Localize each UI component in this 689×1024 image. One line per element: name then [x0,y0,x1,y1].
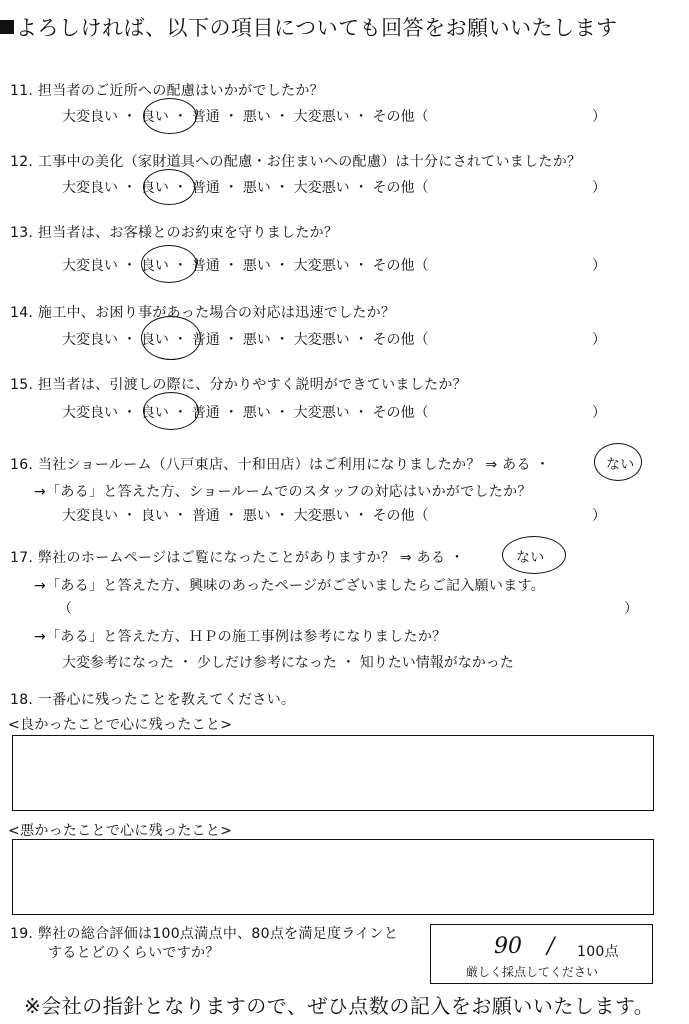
q16-answer-circle [594,443,642,481]
q19-handwritten-score: 90 [494,934,522,959]
option-bad: 悪い [242,180,271,196]
q16-options[interactable]: 大変良い ・ 良い ・ 普通 ・ 悪い ・ 大変悪い ・ その他（ [62,508,429,524]
option-bad: 悪い [242,109,271,125]
q17-answer-no[interactable]: ない [516,550,545,566]
q19-slash: / [547,934,555,959]
q16-answer-no[interactable]: ない [606,457,635,473]
q18-good-label: <良かったことで心に残ったこと> [8,717,233,733]
q14-other-close: ） [592,332,606,348]
option-good: 良い [140,332,169,348]
q11-other-close: ） [592,109,606,125]
q17-paren-open: （ [58,601,72,617]
q13-other-close: ） [592,258,606,274]
option-other: その他（ [372,180,429,196]
option-very-bad: 大変悪い [293,405,350,421]
question-14: 14. 施工中、お困り事があった場合の対応は迅速でしたか？ [10,305,396,321]
q17-followup-1: →「ある」と答えた方、興味のあったページがございましたらご記入願います。 [34,578,545,594]
header-text: よろしければ、以下の項目についても回答をお願いいたします [16,16,618,40]
q15-other-close: ） [592,405,606,421]
q16-other-close: ） [592,508,606,524]
question-13: 13. 担当者は、お客様とのお約束を守りましたか？ [10,225,339,241]
form-header [0,12,618,42]
q17-followup-2: →「ある」と答えた方、ＨＰの施工事例は参考になりましたか？ [34,629,447,645]
option-normal: 普通 [191,508,220,524]
option-normal: 普通 [191,258,220,274]
question-17: 17. 弊社のホームページはご覧になったことがありますか？ ⇒ ある ・ [10,550,465,566]
q15-options[interactable]: 大変良い ・ 良い ・ 普通 ・ 悪い ・ 大変悪い ・ その他（ [62,405,429,421]
option-good: 良い [140,258,169,274]
option-very-bad: 大変悪い [293,180,350,196]
q12-other-close: ） [592,180,606,196]
q18-bad-textbox[interactable] [12,839,654,915]
question-11: 11. 担当者のご近所への配慮はいかがでしたか？ [10,83,324,99]
question-19-line2: するとどのくらいですか？ [48,945,220,961]
q12-answer-circle [140,169,195,205]
option-normal: 普通 [191,405,220,421]
option-other: その他（ [372,405,429,421]
q18-good-textbox[interactable] [12,735,654,811]
option-bad: 悪い [242,405,271,421]
q15-answer-circle [140,392,199,430]
option-normal: 普通 [191,180,220,196]
option-very-good: 大変良い [62,405,118,421]
q19-note: 厳しく採点してください [466,965,599,979]
option-normal: 普通 [191,109,220,125]
question-19-line1: 19. 弊社の総合評価は100点満点中、80点を満足度ラインと [10,926,399,942]
option-good: 良い [140,508,169,524]
q14-answer-circle [141,316,201,360]
option-very-bad: 大変悪い [293,258,350,274]
option-very-bad: 大変悪い [293,109,350,125]
q17-paren-close: ） [624,601,638,617]
option-very-good: 大変良い [62,109,118,125]
option-good: 良い [140,109,169,125]
option-other: その他（ [372,508,429,524]
option-bad: 悪い [242,258,271,274]
option-bad: 悪い [242,508,271,524]
q18-bad-label: <悪かったことで心に残ったこと> [8,823,233,839]
option-very-good: 大変良い [62,258,118,274]
footer-note: ※会社の指針となりますので、ぜひ点数の記入をお願いいたします。 [24,994,655,1018]
option-good: 良い [140,405,169,421]
square-bullet-icon [0,20,14,34]
option-good: 良い [140,180,169,196]
option-very-bad: 大変悪い [293,508,350,524]
option-normal: 普通 [191,332,220,348]
q12-options[interactable]: 大変良い ・ 良い ・ 普通 ・ 悪い ・ 大変悪い ・ その他（ [62,180,429,196]
q17-answer-circle [502,536,566,574]
option-other: その他（ [372,109,429,125]
question-18: 18. 一番心に残ったことを教えてください。 [10,692,296,708]
q14-options[interactable]: 大変良い ・ 良い ・ 普通 ・ 悪い ・ 大変悪い ・ その他（ [62,332,429,348]
question-15: 15. 担当者は、引渡しの際に、分かりやすく説明ができていましたか？ [10,377,467,393]
q13-options[interactable]: 大変良い ・ 良い ・ 普通 ・ 悪い ・ 大変悪い ・ その他（ [62,258,429,274]
q19-max-score: 100点 [577,944,619,960]
option-very-bad: 大変悪い [293,332,350,348]
q11-options[interactable]: 大変良い ・ 良い ・ 普通 ・ 悪い ・ 大変悪い ・ その他（ [62,109,429,125]
q11-answer-circle [140,98,197,134]
question-16: 16. 当社ショールーム（八戸東店、十和田店）はご利用になりましたか？ ⇒ ある ・ [10,457,550,473]
question-12: 12. 工事中の美化（家財道具への配慮・お住まいへの配慮）は十分にされていましたか？ [10,154,582,170]
option-very-good: 大変良い [62,332,118,348]
option-other: その他（ [372,332,429,348]
option-very-good: 大変良い [62,508,118,524]
q13-answer-circle [141,245,197,283]
option-bad: 悪い [242,332,271,348]
q17-options[interactable]: 大変参考になった ・ 少しだけ参考になった ・ 知りたい情報がなかった [62,655,514,671]
option-other: その他（ [372,258,429,274]
option-very-good: 大変良い [62,180,118,196]
q16-followup: →「ある」と答えた方、ショールームでのスタッフの対応はいかがでしたか？ [34,484,532,500]
